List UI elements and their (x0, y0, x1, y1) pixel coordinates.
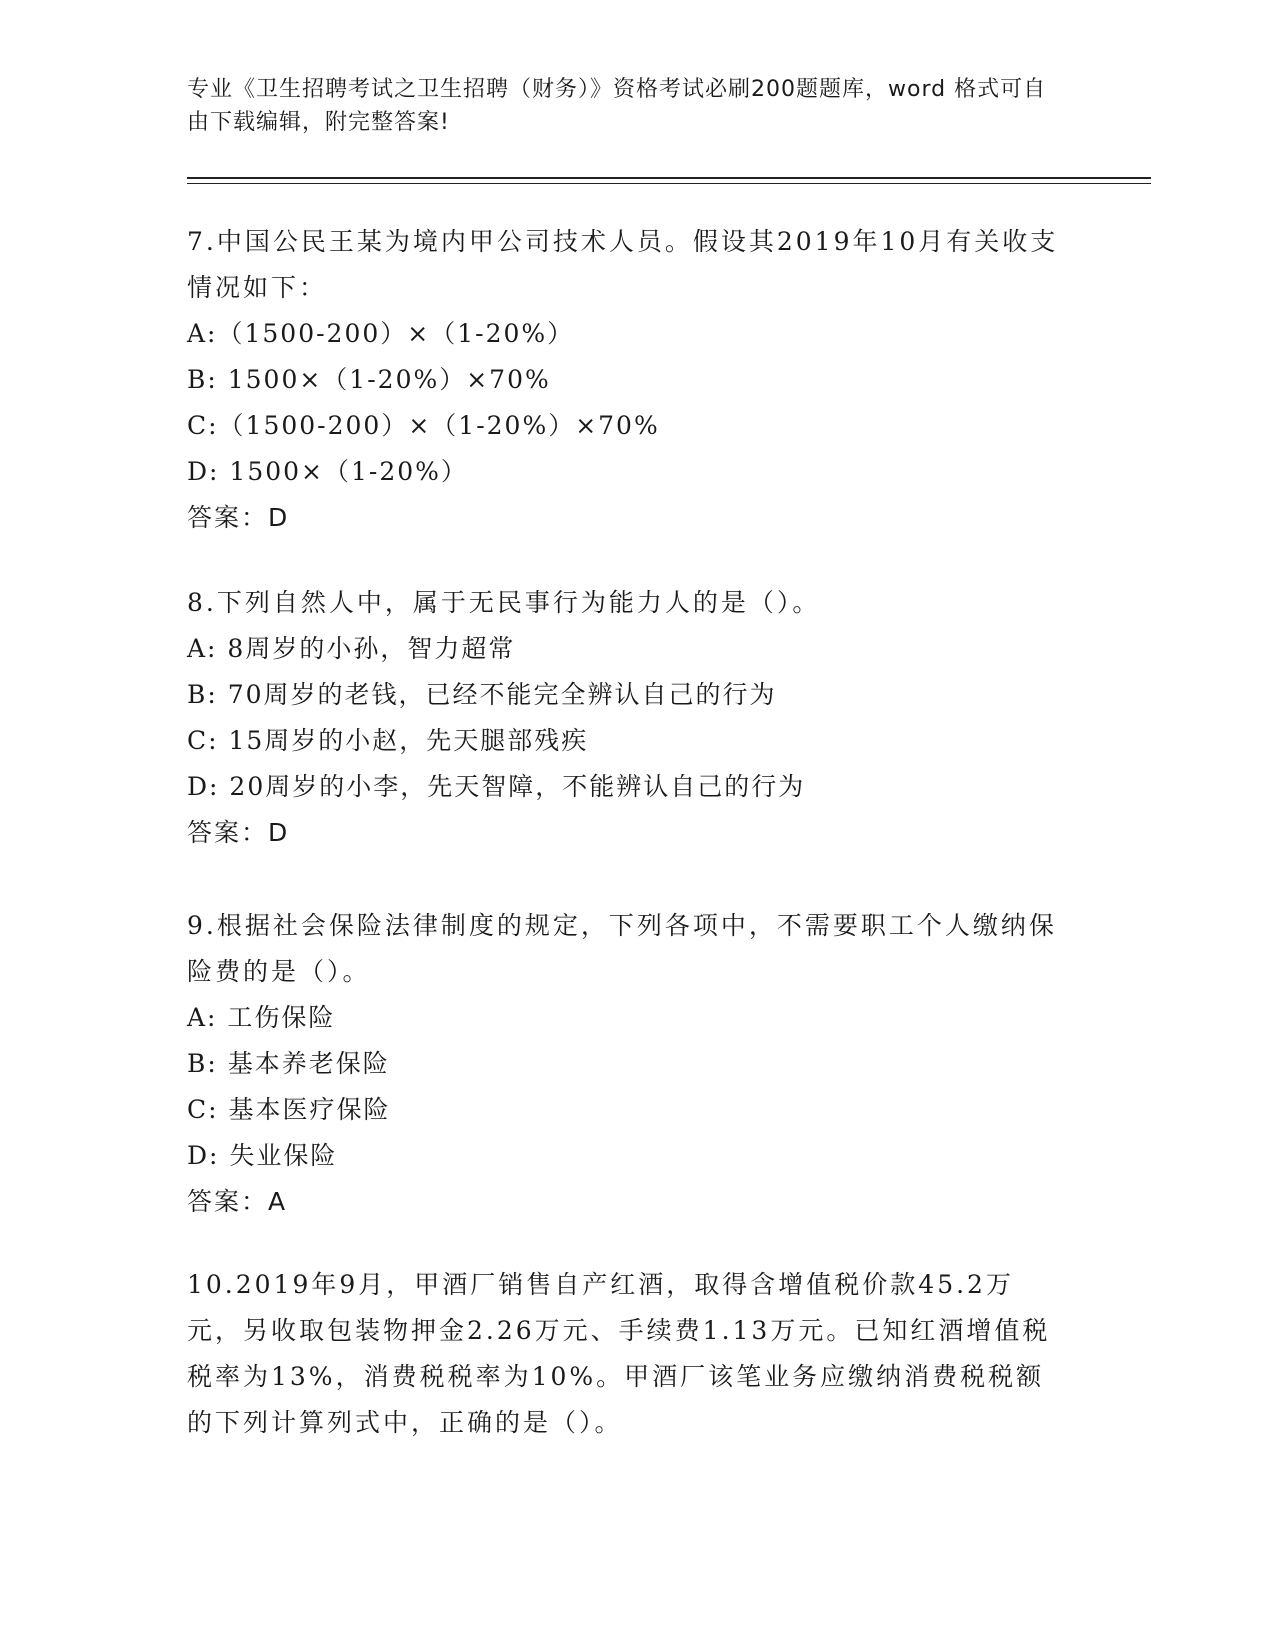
option-c: C: 15周岁的小赵，先天腿部残疾 (187, 726, 589, 755)
question-stem: 8.下列自然人中，属于无民事行为能力人的是（）。 (187, 588, 821, 617)
option-b: B: 1500×（1-20%）×70% (187, 365, 551, 394)
option-b: B: 基本养老保险 (187, 1049, 390, 1078)
document-header: 专业《卫生招聘考试之卫生招聘（财务）》资格考试必刷200题题库，word 格式可自由下载编辑，附完整答案! (187, 77, 1047, 135)
question-7 (187, 219, 1067, 541)
option-c: C: 基本医疗保险 (187, 1095, 391, 1124)
answer: 答案：D (187, 818, 290, 847)
option-d: D: 20周岁的小李，先天智障，不能辨认自己的行为 (187, 772, 806, 801)
answer: 答案：A (187, 1187, 288, 1216)
header-rule-thin (187, 183, 1151, 184)
question-8 (187, 580, 1067, 856)
option-d: D: 失业保险 (187, 1141, 338, 1170)
question-stem: 7.中国公民王某为境内甲公司技术人员。假设其2019年10月有关收支情况如下： (187, 227, 1059, 302)
option-a: A:（1500-200）×（1-20%） (187, 319, 575, 348)
question-stem: 10.2019年9月，甲酒厂销售自产红酒，取得含增值税价款45.2万元，另收取包装物押金2.26万元、手续费1.13万元。已知红酒增值税税率为13%，消费税税率为10%。甲酒厂该笔业务应缴纳消费税税额的下列计算列式中，正确的是（）。 (187, 1270, 1051, 1437)
option-a: A: 工伤保险 (187, 1003, 336, 1032)
question-10 (187, 1262, 1067, 1446)
option-c: C:（1500-200）×（1-20%）×70% (187, 411, 660, 440)
option-d: D: 1500×（1-20%） (187, 457, 468, 486)
option-b: B: 70周岁的老钱，已经不能完全辨认自己的行为 (187, 680, 777, 709)
header-rule-thick (187, 177, 1151, 179)
option-a: A: 8周岁的小孙，智力超常 (187, 634, 516, 663)
answer: 答案：D (187, 503, 290, 532)
question-stem: 9.根据社会保险法律制度的规定，下列各项中，不需要职工个人缴纳保险费的是（）。 (187, 911, 1057, 986)
question-9 (187, 903, 1067, 1225)
